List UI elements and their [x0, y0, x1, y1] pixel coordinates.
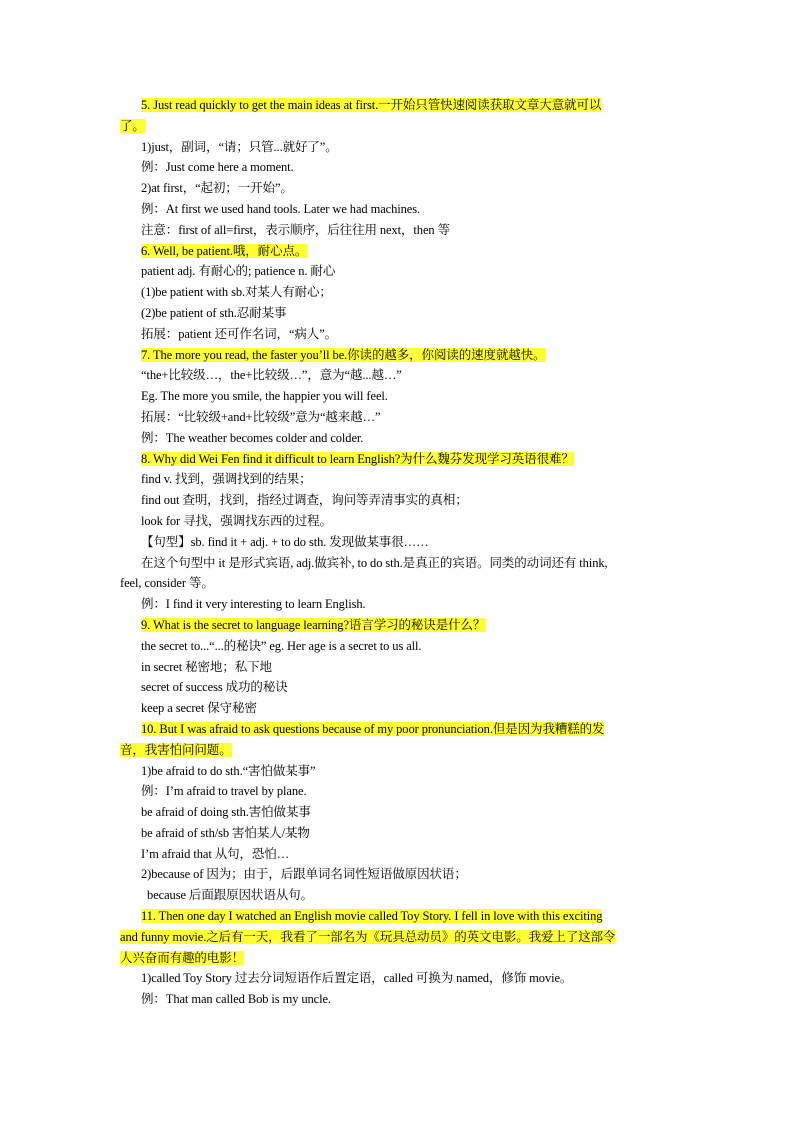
text-line: I’m afraid that 从句，恐怕… [141, 846, 290, 861]
text-line: be afraid of doing sth.害怕做某事 [141, 805, 311, 820]
text-line: “the+比较级…，the+比较级…”，意为“越...越…” [141, 368, 402, 383]
text-line: find out 查明，找到，指经过调查，询问等弄清事实的真相； [141, 493, 468, 508]
text-line: because 后面跟原因状语从句。 [141, 888, 313, 903]
note-8-heading: 8. Why did Wei Fen find it difficult to learn English?为什么魏芬发现学习英语很难？ [141, 451, 574, 466]
text-line: 2)at first，“起初；一开始”。 [141, 181, 293, 196]
note-line: 注意：first of all=first，表示顺序，后往往用 next，then 等 [141, 222, 450, 237]
text-line: be afraid of sth/sb 害怕某人/某物 [141, 825, 310, 840]
text-line: 1)just，副词，“请；只管...就好了”。 [141, 139, 338, 154]
text-line: 1)called Toy Story 过去分词短语作后置定语，called 可换为 named，修饰 movie。 [141, 971, 573, 986]
note-11-heading-cont: and funny movie.之后有一天，我看了一部名为《玩具总动员》的英文电影。我爱上了这部令 [120, 929, 616, 944]
sentence-pattern-line: 【句型】sb. find it + adj. + to do sth. 发现做某事很…… [141, 534, 429, 549]
note-10-heading: 10. But I was afraid to ask questions because of my poor pronunciation.但是因为我糟糕的发 [141, 721, 605, 736]
example-line: 例：I find it very interesting to learn English. [141, 597, 366, 612]
example-line: 例：The weather becomes colder and colder. [141, 430, 364, 445]
text-line: 1)be afraid to do sth.“害怕做某事” [141, 763, 316, 778]
text-line: the secret to...“...的秘诀” eg. Her age is a secret to us all. [141, 638, 422, 653]
text-line: look for 寻找，强调找东西的过程。 [141, 513, 332, 528]
text-line: keep a secret 保守秘密 [141, 701, 257, 716]
text-line: (1)be patient with sb.对某人有耐心； [141, 285, 332, 300]
note-11-heading: 11. Then one day I watched an English movie called Toy Story. I fell in love with this exciting [141, 909, 603, 924]
document-body [120, 95, 676, 1010]
note-6-heading: 6. Well, be patient.哦，耐心点。 [141, 243, 308, 258]
text-line: 拓展：patient 还可作名词，“病人”。 [141, 326, 338, 341]
note-9-heading: 9. What is the secret to language learning?语言学习的秘诀是什么？ [141, 617, 486, 632]
example-line: 例：That man called Bob is my uncle. [141, 992, 331, 1007]
note-10-heading-cont: 音，我害怕问问题。 [120, 742, 232, 757]
text-line: feel, consider 等。 [120, 576, 214, 591]
text-line: secret of success 成功的秘诀 [141, 680, 288, 695]
example-line: 例：At first we used hand tools. Later we had machines. [141, 201, 421, 216]
text-line: 在这个句型中 it 是形式宾语, adj.做宾补, to do sth.是真正的宾语。同类的动词还有 think, [141, 555, 608, 570]
example-line: Eg. The more you smile, the happier you will feel. [141, 389, 388, 404]
note-7-heading: 7. The more you read, the faster you’ll be.你读的越多，你阅读的速度就越快。 [141, 347, 546, 362]
example-line: 例：I’m afraid to travel by plane. [141, 784, 307, 799]
example-line: 例：Just come here a moment. [141, 160, 294, 175]
text-line: (2)be patient of sth.忍耐某事 [141, 305, 287, 320]
text-line: 拓展：“比较级+and+比较级”意为“越来越…” [141, 409, 381, 424]
note-11-heading-cont: 人兴奋而有趣的电影！ [120, 950, 245, 965]
note-5-heading: 5. Just read quickly to get the main ideas at first.一开始只管快速阅读获取文章大意就可以 [141, 98, 602, 112]
text-line: 2)because of 因为；由于，后跟单词名词性短语做原因状语； [141, 867, 467, 882]
text-line: in secret 秘密地；私下地 [141, 659, 272, 674]
text-line: patient adj. 有耐心的; patience n. 耐心 [141, 264, 336, 279]
note-5-heading-cont: 了。 [120, 118, 145, 133]
text-line: find v. 找到，强调找到的结果； [141, 472, 312, 487]
